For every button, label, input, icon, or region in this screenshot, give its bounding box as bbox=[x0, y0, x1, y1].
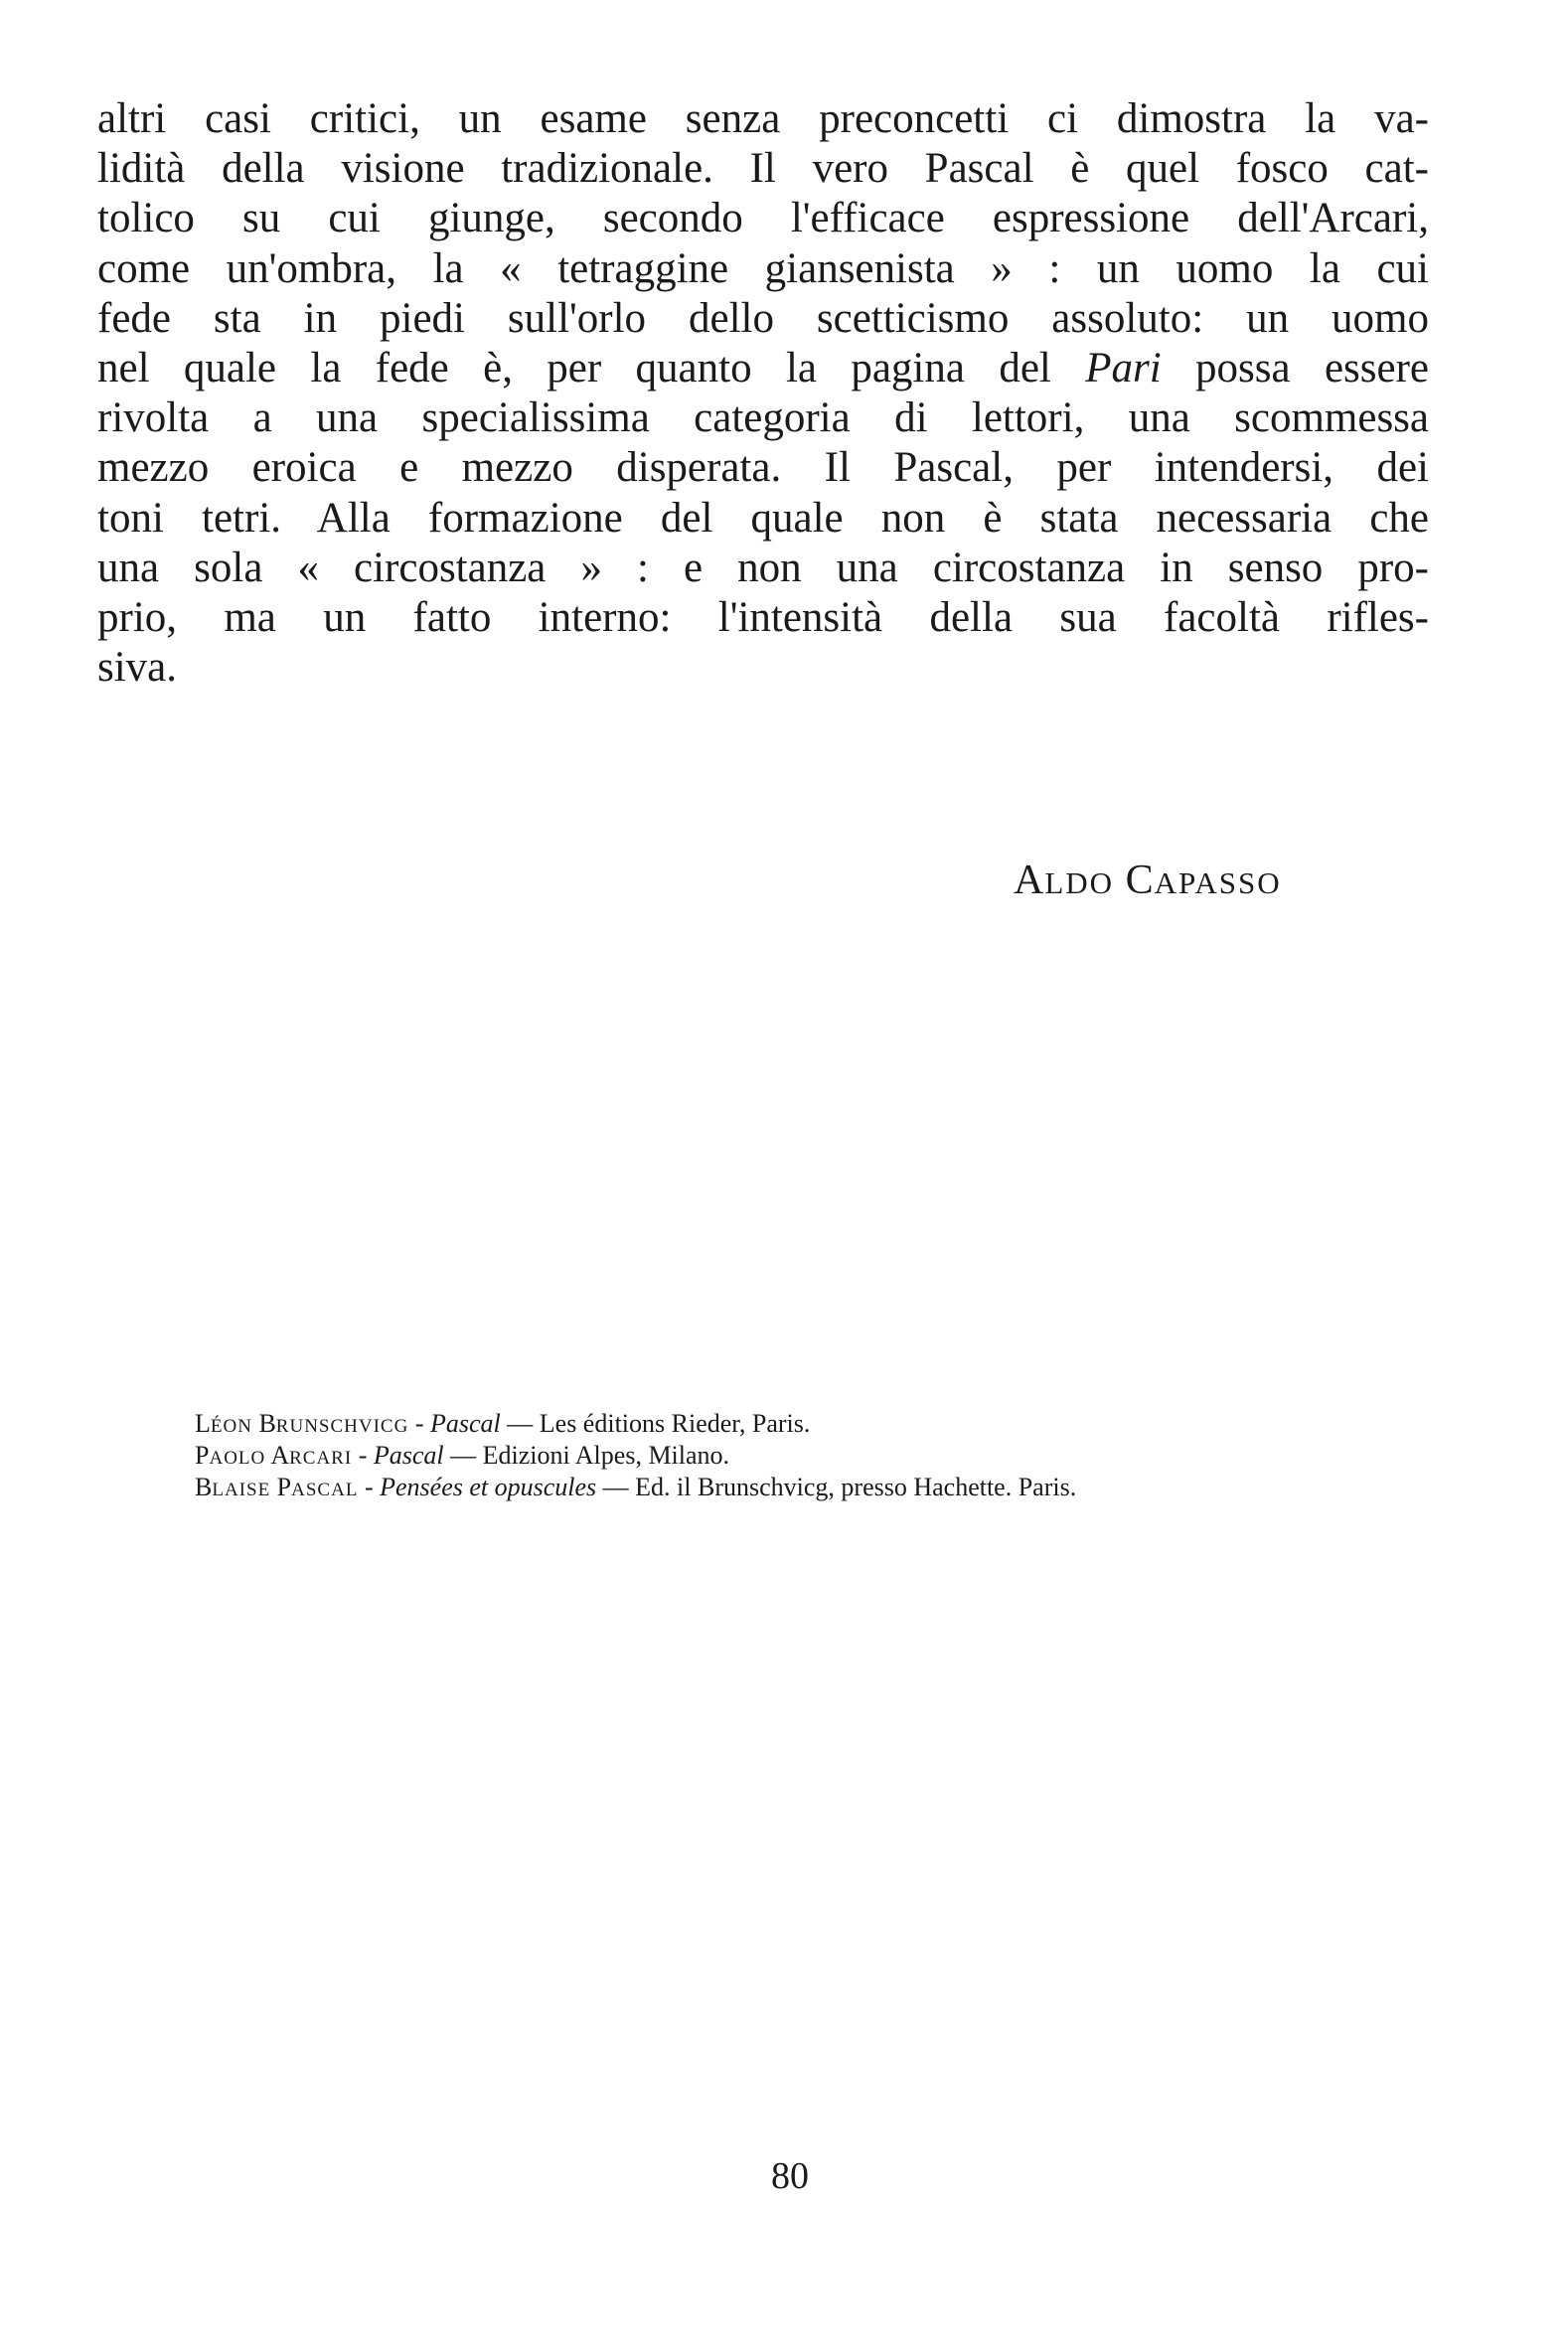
bibliography-entry: BLAISE PASCAL - Pensées et opuscules — Ed. il Brunschvicg, presso Hachette. Paris. bbox=[195, 1473, 1077, 1501]
book-title: Pascal bbox=[430, 1409, 501, 1438]
text-line: prio, ma un fatto interno: l'intensità della sua facoltà rifles- bbox=[97, 594, 1429, 642]
italic-title: Pari bbox=[1085, 345, 1162, 392]
text-line: mezzo eroica e mezzo disperata. Il Pascal, per intendersi, dei bbox=[97, 444, 1429, 492]
text-line: una sola « circostanza » : e non una circostanza in senso pro- bbox=[97, 544, 1429, 591]
text-segment: possa essere bbox=[1161, 345, 1429, 392]
text-line: toni tetri. Alla formazione del quale non è stata necessaria che bbox=[97, 494, 1429, 542]
book-title: Pensées et opuscules bbox=[380, 1473, 597, 1501]
text-line: siva. bbox=[97, 644, 178, 692]
bibliography-entry: PAOLO ARCARI - Pascal — Edizioni Alpes, Milano. bbox=[195, 1441, 730, 1470]
text-line: lidità della visione tradizionale. Il vero Pascal è quel fosco cat- bbox=[97, 145, 1429, 193]
text-line-with-italic bbox=[97, 344, 1429, 393]
page-number: 80 bbox=[771, 2155, 809, 2197]
author-signature: ALDO CAPASSO bbox=[1014, 858, 1282, 903]
text-line: come un'ombra, la « tetraggine giansenista » : un uomo la cui bbox=[97, 244, 1429, 292]
text-line: altri casi critici, un esame senza preconcetti ci dimostra la va- bbox=[97, 95, 1429, 142]
text-line: fede sta in piedi sull'orlo dello scetticismo assoluto: un uomo bbox=[97, 294, 1429, 342]
book-title: Pascal bbox=[373, 1441, 444, 1470]
text-line: rivolta a una specialissima categoria di lettori, una scommessa bbox=[97, 394, 1429, 442]
bibliography-entry: LÉON BRUNSCHVICG - Pascal — Les éditions Rieder, Paris. bbox=[195, 1409, 811, 1438]
text-segment: nel quale la fede è, per quanto la pagina del bbox=[97, 345, 1086, 392]
bibliography bbox=[195, 1409, 1437, 1504]
text-line: tolico su cui giunge, secondo l'efficace espressione dell'Arcari, bbox=[97, 195, 1429, 242]
body-text bbox=[97, 94, 1429, 693]
